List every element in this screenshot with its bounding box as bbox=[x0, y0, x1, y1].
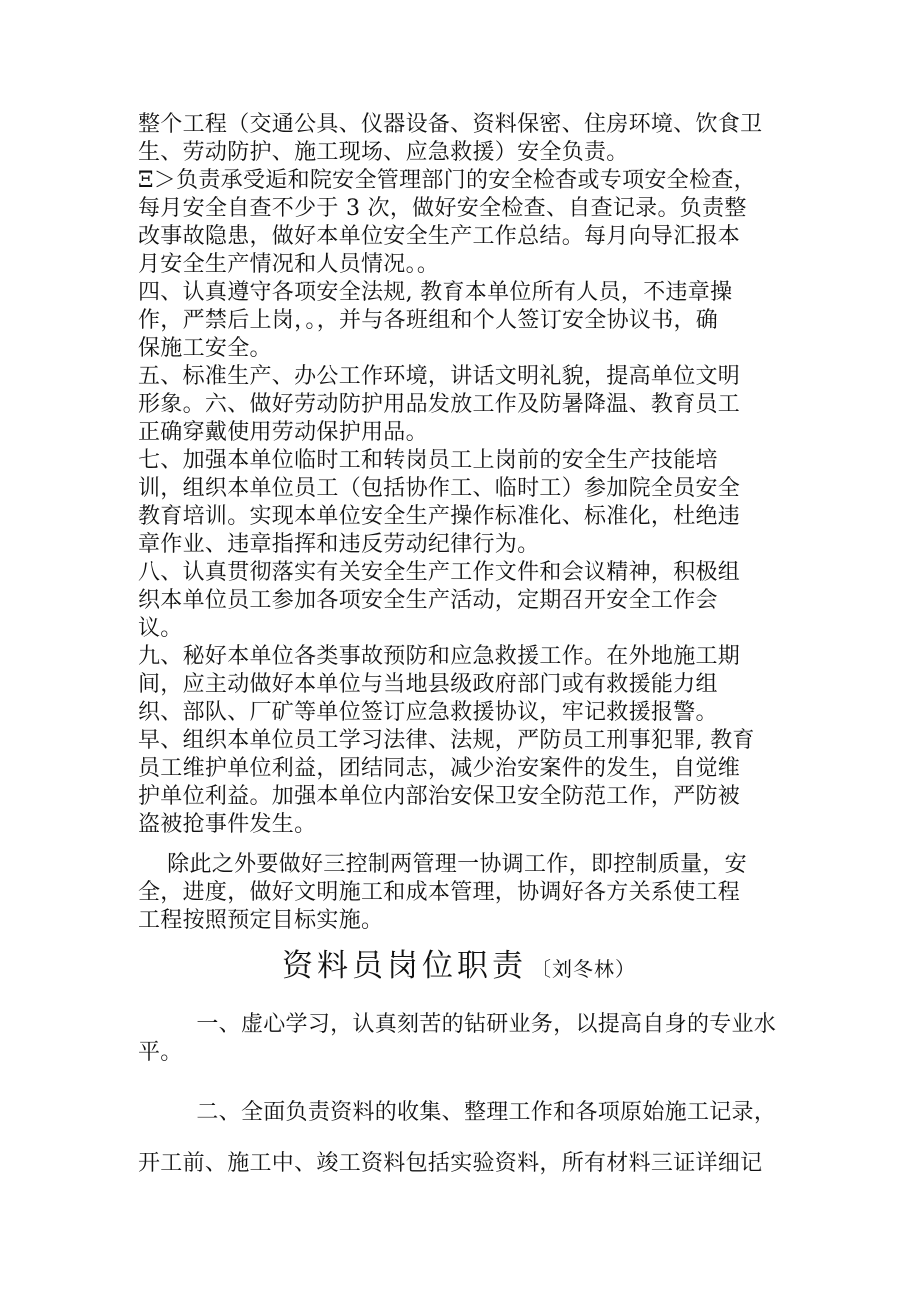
paragraph-line: 教育培训。实现本单位安全生产操作标准化、标准化，杜绝违 bbox=[138, 504, 741, 529]
paragraph-line: 正确穿戴使用劳动保护用品。 bbox=[138, 420, 428, 445]
paragraph-line: 八、认真贯彻落实有关安全生产工作文件和会议精神，积极组 bbox=[138, 560, 741, 585]
paragraph-line: 形象。六、做好劳动防护用品发放工作及防暑降温、教育员工 bbox=[138, 392, 741, 417]
section-title-main: 资料员岗位职责 bbox=[282, 948, 527, 984]
duty-line: 开工前、施工中、竣工资料包括实验资料，所有材料三证详细记 bbox=[138, 1151, 763, 1176]
paragraph-line: 每月安全自查不少于 3 次，做好安全检查、自查记录。负责整 bbox=[138, 196, 747, 221]
paragraph-line: 盗被抢事件发生。 bbox=[138, 812, 317, 837]
paragraph-line: Ξ＞负责承受逅和院安全管理部门的安全检杳或专项安全检查， bbox=[138, 168, 756, 193]
paragraph-line: 四、认真遵守各项安全法规, 教育本单位所有人员，不违章操 bbox=[138, 280, 733, 305]
paragraph-line: 员工维护单位利益，团结同志，减少治安案件的发生，自觉维 bbox=[138, 756, 741, 781]
paragraph-line: 间，应主动做好本单位与当地县级政府部门或有救援能力组 bbox=[138, 672, 718, 697]
section-title bbox=[282, 946, 636, 989]
paragraph-line: 除此之外要做好三控制两管理一协调工作，即控制质量，安 bbox=[138, 852, 747, 877]
paragraph-line: 生、劳动防护、施工现场、应急救援）安全负责。 bbox=[138, 140, 629, 165]
duty-line: 二、全面负责资料的收集、整理工作和各项原始施工记录， bbox=[138, 1100, 777, 1125]
paragraph-line: 改事故隐患，做好本单位安全生产工作总结。每月向导汇报本 bbox=[138, 224, 741, 249]
paragraph-line: 月安全生产情况和人员情况。。 bbox=[138, 252, 440, 277]
paragraph-line: 五、标准生产、办公工作环境，讲话文明礼貌，提高单位文明 bbox=[138, 364, 741, 389]
paragraph-line: 整个工程（交通公具、仪器设备、资料保密、住房环境、饮食卫 bbox=[138, 112, 763, 137]
paragraph-line: 七、加强本单位临时工和转岗员工上岗前的安全生产技能培 bbox=[138, 448, 718, 473]
paragraph-line: 工程按照预定目标实施。 bbox=[138, 908, 384, 933]
paragraph-line: 护单位利益。加强本单位内部治安保卫安全防范工作，严防被 bbox=[138, 784, 741, 809]
section-title-author: 〔刘冬林） bbox=[531, 957, 636, 981]
paragraph-line: 织、部队、厂矿等单位签订应急救援协议，牢记救援报警。 bbox=[138, 700, 718, 725]
paragraph-line: 作，严禁后上岗，。，并与各班组和个人签订安全协议书，确 bbox=[138, 308, 719, 333]
paragraph-line: 九、秘好本单位各类事故预防和应急救援工作。在外地施工期 bbox=[138, 644, 741, 669]
paragraph-line: 全，进度，做好文明施工和成本管理，协调好各方关系使工程 bbox=[138, 880, 741, 905]
duty-line: 平。 bbox=[138, 1040, 183, 1065]
paragraph-line: 织本单位员工参加各项安全生产活动，定期召开安全工作会 bbox=[138, 588, 718, 613]
paragraph-line: 保施工安全。 bbox=[138, 336, 272, 361]
paragraph-line: 早、组织本单位员工学习法律、法规，严防员工刑事犯罪, 教育 bbox=[138, 728, 755, 753]
paragraph-line: 训，组织本单位员工（包括协作工、临时工）参加院全员安全 bbox=[138, 476, 741, 501]
duty-line: 一、虚心学习，认真刻苦的钻研业务，以提高自身的专业水 bbox=[138, 1012, 777, 1037]
paragraph-line: 议。 bbox=[138, 616, 183, 641]
paragraph-line: 章作业、违章指挥和违反劳动纪律行为。 bbox=[138, 532, 540, 557]
